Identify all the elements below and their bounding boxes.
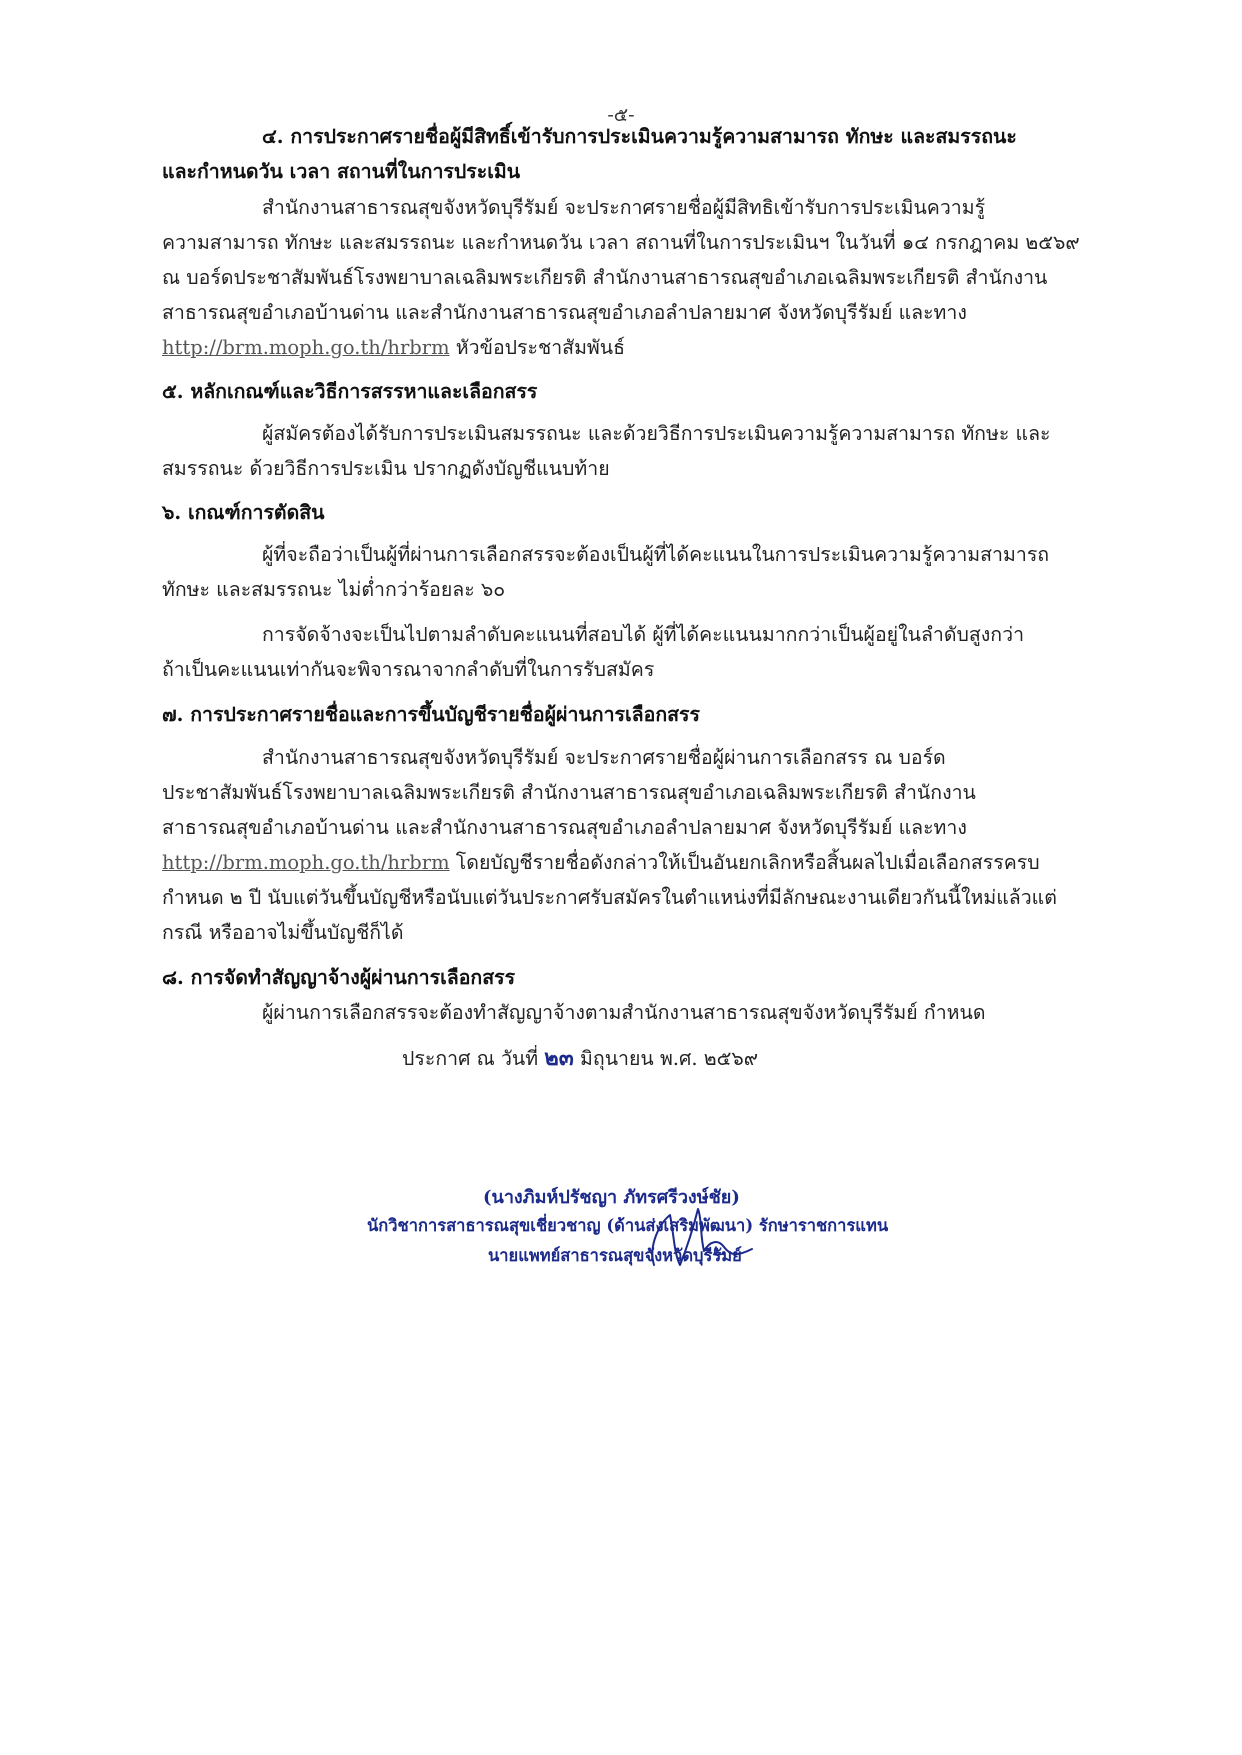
- section4-paragraph-line: สาธารณสุขอำเภอบ้านด่าน และสำนักงานสาธารณสุขอำเภอลำปลายมาศ จังหวัดบุรีรัมย์ และทาง: [162, 301, 967, 324]
- section5-paragraph-line: สมรรถนะ ด้วยวิธีการประเมิน ปรากฏดังบัญชีแนบท้าย: [162, 457, 610, 480]
- section7-paragraph-line: สาธารณสุขอำเภอบ้านด่าน และสำนักงานสาธารณสุขอำเภอลำปลายมาศ จังหวัดบุรีรัมย์ และทาง: [162, 816, 967, 839]
- section5-heading: ๕. หลักเกณฑ์และวิธีการสรรหาและเลือกสรร: [162, 380, 538, 403]
- section4-heading-line2: และกำหนดวัน เวลา สถานที่ในการประเมิน: [162, 160, 521, 183]
- section4-link-suffix: หัวข้อประชาสัมพันธ์: [449, 336, 626, 359]
- hrbrm-link[interactable]: http://brm.moph.go.th/hrbrm: [162, 336, 450, 359]
- announcement-date: [402, 1045, 758, 1072]
- signatory-position-line2: นายแพทย์สาธารณสุขจังหวัดบุรีรัมย์: [488, 1246, 742, 1265]
- section6-paragraph-line: การจัดจ้างจะเป็นไปตามลำดับคะแนนที่สอบได้ ผู้ที่ได้คะแนนมากกว่าเป็นผู้อยู่ในลำดับสูงกว่า: [262, 623, 1025, 646]
- signatory-position-line1: นักวิชาการสาธารณสุขเชี่ยวชาญ (ด้านส่งเสริมพัฒนา) รักษาราชการแทน: [367, 1216, 889, 1235]
- hrbrm-link[interactable]: http://brm.moph.go.th/hrbrm: [162, 851, 450, 874]
- section7-link-suffix: โดยบัญชีรายชื่อดังกล่าวให้เป็นอันยกเลิกหรือสิ้นผลไปเมื่อเลือกสรรครบ: [449, 851, 1040, 874]
- section6-paragraph-line: ผู้ที่จะถือว่าเป็นผู้ที่ผ่านการเลือกสรรจะต้องเป็นผู้ที่ได้คะแนนในการประเมินความรู้ความสามารถ: [262, 543, 1050, 566]
- section4-heading-line1: ๔. การประกาศรายชื่อผู้มีสิทธิ์เข้ารับการประเมินความรู้ความสามารถ ทักษะ และสมรรถนะ: [262, 125, 1017, 148]
- section7-paragraph-line: [162, 850, 1040, 876]
- handwritten-day: ๒๓: [544, 1045, 574, 1071]
- announcement-prefix: ประกาศ ณ วันที่: [402, 1047, 539, 1070]
- signatory-name: (นางภิมห์ปรัชญา ภัทรศรีวงษ์ชัย): [483, 1187, 740, 1208]
- section4-paragraph-line: [162, 335, 625, 361]
- section4-paragraph-line: สำนักงานสาธารณสุขจังหวัดบุรีรัมย์ จะประกาศรายชื่อผู้มีสิทธิเข้ารับการประเมินความรู้: [262, 196, 986, 219]
- section7-heading: ๗. การประกาศรายชื่อและการขึ้นบัญชีรายชื่อผู้ผ่านการเลือกสรร: [162, 703, 700, 726]
- section6-paragraph-line: ถ้าเป็นคะแนนเท่ากันจะพิจารณาจากลำดับที่ในการรับสมัคร: [162, 658, 655, 681]
- section7-paragraph-line: กำหนด ๒ ปี นับแต่วันขึ้นบัญชีหรือนับแต่วันประกาศรับสมัครในตำแหน่งที่มีลักษณะงานเดียวกันนี้ใหม่แล้วแต่: [162, 886, 1057, 909]
- section4-paragraph-line: ณ บอร์ดประชาสัมพันธ์โรงพยาบาลเฉลิมพระเกียรติ สำนักงานสาธารณสุขอำเภอเฉลิมพระเกียรติ สำนักงาน: [162, 266, 1048, 289]
- section7-paragraph-line: ประชาสัมพันธ์โรงพยาบาลเฉลิมพระเกียรติ สำนักงานสาธารณสุขอำเภอเฉลิมพระเกียรติ สำนักงาน: [162, 781, 976, 804]
- section7-paragraph-line: กรณี หรืออาจไม่ขึ้นบัญชีก็ได้: [162, 921, 404, 944]
- section6-heading: ๖. เกณฑ์การตัดสิน: [162, 501, 325, 524]
- page-number: -๕-: [607, 104, 635, 126]
- section5-paragraph-line: ผู้สมัครต้องได้รับการประเมินสมรรถนะ และด้วยวิธีการประเมินความรู้ความสามารถ ทักษะ และ: [262, 422, 1051, 445]
- announcement-suffix: มิถุนายน พ.ศ. ๒๕๖๙: [580, 1047, 759, 1070]
- section8-heading: ๘. การจัดทำสัญญาจ้างผู้ผ่านการเลือกสรร: [162, 966, 516, 989]
- section8-paragraph-line: ผู้ผ่านการเลือกสรรจะต้องทำสัญญาจ้างตามสำนักงานสาธารณสุขจังหวัดบุรีรัมย์ กำหนด: [262, 1001, 986, 1024]
- section7-paragraph-line: สำนักงานสาธารณสุขจังหวัดบุรีรัมย์ จะประกาศรายชื่อผู้ผ่านการเลือกสรร ณ บอร์ด: [262, 746, 946, 769]
- section6-paragraph-line: ทักษะ และสมรรถนะ ไม่ต่ำกว่าร้อยละ ๖๐: [162, 578, 506, 601]
- section4-paragraph-line: ความสามารถ ทักษะ และสมรรถนะ และกำหนดวัน เวลา สถานที่ในการประเมินฯ ในวันที่ ๑๔ กรกฎาคม ๒๕๖๙: [162, 231, 1080, 254]
